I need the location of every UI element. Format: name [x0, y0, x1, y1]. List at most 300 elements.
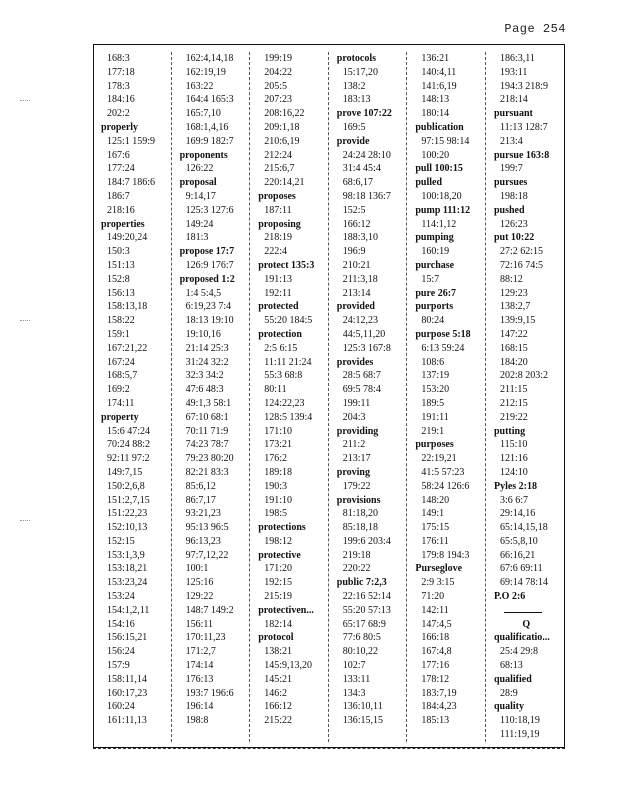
page-line-reference: 115:10: [499, 439, 528, 451]
page-line-reference: 28:5 68:7: [342, 370, 381, 382]
page-line-reference: 184:16: [107, 94, 135, 106]
index-column-3: [250, 52, 329, 742]
index-term: public 7:2,3: [336, 577, 387, 589]
index-term: prove 107:22: [336, 108, 392, 120]
page-line-reference: 125:1 159:9: [107, 135, 156, 147]
index-term: pursuant: [493, 108, 533, 120]
index-term: pulled: [415, 177, 443, 189]
index-term: protected: [258, 301, 299, 313]
page-line-reference: 156:11: [185, 618, 214, 630]
page-line-reference: 213:4: [499, 135, 523, 147]
page-line-reference: 179:22: [342, 480, 371, 492]
page-line-reference: 148:20: [421, 494, 450, 506]
index-column-6: [486, 52, 565, 742]
page-line-reference: 194:3 218:9: [499, 80, 549, 92]
page-line-reference: 126:22: [185, 163, 214, 175]
index-term: providing: [336, 425, 379, 437]
page-line-reference: 184:7 186:6: [107, 177, 156, 189]
index-term: qualificatio...: [493, 632, 550, 644]
index-term: quality: [493, 701, 524, 713]
page-line-reference: 27:2 62:15: [499, 246, 544, 258]
page-line-reference: 80:10,22: [342, 646, 379, 658]
page-line-reference: 219:1: [421, 425, 445, 437]
page-line-reference: 47:6 48:3: [185, 384, 224, 396]
page-line-reference: 11:13 128:7: [499, 121, 548, 133]
page-line-reference: 184:20: [499, 356, 528, 368]
page-line-reference: 19:10,16: [185, 328, 221, 340]
page-line-reference: 66:16,21: [499, 549, 536, 561]
page-line-reference: 211:3,18: [342, 273, 378, 285]
page-line-reference: 126:9 176:7: [185, 259, 234, 271]
page-line-reference: 198:8: [185, 715, 209, 727]
page-line-reference: 218:19: [264, 232, 292, 244]
page-line-reference: 196:14: [185, 701, 214, 713]
page-line-reference: 125:16: [185, 577, 214, 589]
page-line-reference: 25:4 29:8: [499, 646, 539, 658]
page-line-reference: 125:3 167:8: [342, 342, 391, 354]
page-line-reference: 199:19: [264, 53, 292, 64]
page-line-reference: 11:11 21:24: [264, 356, 312, 368]
page-line-reference: 69:14 78:14: [499, 577, 549, 589]
page-line-reference: 134:3: [342, 687, 366, 699]
page-line-reference: 92:11 97:2: [107, 453, 150, 465]
page-line-reference: 145:9,13,20: [264, 660, 312, 672]
page-line-reference: 218:16: [107, 204, 135, 216]
page-line-reference: 196:9: [342, 246, 366, 258]
page-line-reference: 85:18,18: [342, 522, 379, 534]
page-line-reference: 162:4,14,18: [185, 53, 234, 64]
page-line-reference: 9:14,17: [185, 190, 216, 202]
index-term: protections: [258, 522, 306, 534]
index-term: proposing: [258, 218, 301, 230]
index-term: properly: [101, 121, 139, 133]
page-line-reference: 95:13 96:5: [185, 522, 229, 534]
page-line-reference: 163:22: [185, 80, 214, 92]
index-column-4: [329, 52, 408, 742]
page-line-reference: 213:17: [342, 453, 371, 465]
page-line-reference: 129:22: [185, 591, 214, 603]
page-line-reference: 6:19,23 7:4: [185, 301, 232, 313]
page-line-reference: 173:21: [264, 439, 292, 451]
page-line-reference: 150:2,6,8: [107, 480, 145, 492]
page-line-reference: 80:24: [421, 315, 445, 327]
page-line-reference: 176:11: [421, 535, 449, 547]
page-line-reference: 149:24: [185, 218, 214, 230]
index-term: pull 100:15: [415, 163, 463, 175]
page-line-reference: 121:16: [499, 453, 528, 465]
page-line-reference: 187:11: [264, 204, 292, 216]
page-line-reference: 22:16 52:14: [342, 591, 391, 603]
page-line-reference: 15:7: [421, 273, 440, 285]
page-line-reference: 65:14,15,18: [499, 522, 548, 534]
page-line-reference: 149:1: [421, 508, 445, 520]
page-line-reference: 125:3 127:6: [185, 204, 234, 216]
page-line-reference: 154:16: [107, 618, 135, 630]
page-line-reference: 68:13: [499, 660, 523, 672]
page-line-reference: 169:9 182:7: [185, 135, 234, 147]
index-term: pumping: [415, 232, 454, 244]
page-line-reference: 153:20: [421, 384, 450, 396]
page-line-reference: 138:2,7: [499, 301, 531, 313]
page-line-reference: 147:22: [499, 328, 528, 340]
index-term: proposes: [258, 190, 296, 202]
page-line-reference: 182:14: [264, 618, 292, 630]
index-term: proposed 1:2: [179, 273, 235, 285]
page-line-reference: 55:20 184:5: [264, 315, 313, 327]
page-line-reference: 191:13: [264, 273, 292, 285]
index-term: pursue 163:8: [493, 149, 550, 161]
index-term: propose 17:7: [179, 246, 235, 258]
page-number-label: Page 254: [504, 22, 566, 36]
index-term: purchase: [415, 259, 455, 271]
page-line-reference: 156:15,21: [107, 632, 148, 644]
page-line-reference: 168:5,7: [107, 370, 138, 382]
page-line-reference: 18:13 19:10: [185, 315, 234, 327]
page-line-reference: 82:21 83:3: [185, 466, 229, 478]
page-line-reference: 24:24 28:10: [342, 149, 391, 161]
page-line-reference: 202:8 203:2: [499, 370, 549, 382]
page-line-reference: 140:4,11: [421, 66, 457, 78]
page-line-reference: 146:2: [264, 687, 287, 699]
page-line-reference: 21:14 25:3: [185, 342, 229, 354]
page-line-reference: 153:18,21: [107, 563, 148, 575]
page-line-reference: 153:1,3,9: [107, 549, 145, 561]
index-term: provides: [336, 356, 374, 368]
word-index-columns: [93, 52, 565, 742]
page-line-reference: 167:24: [107, 356, 135, 368]
page-line-reference: 180:14: [421, 108, 450, 120]
page-line-reference: 198:12: [264, 535, 292, 547]
page-line-reference: 81:18,20: [342, 508, 379, 520]
page-line-reference: 153:23,24: [107, 577, 148, 589]
page-line-reference: 93:21,23: [185, 508, 221, 520]
page-line-reference: 192:15: [264, 577, 292, 589]
page-line-reference: 44:5,11,20: [342, 328, 386, 340]
page-line-reference: 147:4,5: [421, 618, 452, 630]
page-line-reference: 219:18: [342, 549, 371, 561]
page-line-reference: 190:3: [264, 480, 287, 492]
page-line-reference: 68:6,17: [342, 177, 374, 189]
index-term: P.O 2:6: [493, 591, 526, 603]
page-line-reference: 202:2: [107, 108, 130, 120]
page-line-reference: 165:7,10: [185, 108, 221, 120]
page-line-reference: 168:1,4,16: [185, 121, 229, 133]
page-line-reference: 199:7: [499, 163, 523, 175]
page-line-reference: 67:6 69:11: [499, 563, 543, 575]
page-line-reference: 1:4 5:4,5: [185, 287, 222, 299]
page-line-reference: 160:24: [107, 701, 135, 713]
page-line-reference: 49:1,3 58:1: [185, 397, 232, 409]
page-line-reference: 138:2: [342, 80, 366, 92]
page-line-reference: 55:20 57:13: [342, 604, 391, 616]
page-line-reference: 222:4: [264, 246, 287, 258]
page-line-reference: 169:2: [107, 384, 130, 396]
page-line-reference: 151:13: [107, 259, 135, 271]
page-line-reference: 177:24: [107, 163, 135, 175]
page-line-reference: 193:11: [499, 66, 528, 78]
page-line-reference: 149:20,24: [107, 232, 148, 244]
page-line-reference: 174:11: [107, 397, 135, 409]
page-line-reference: 176:2: [264, 453, 287, 465]
page-line-reference: 2:5 6:15: [264, 342, 298, 354]
page-line-reference: 152:5: [342, 204, 366, 216]
index-term: provided: [336, 301, 375, 313]
page-line-reference: 67:10 68:1: [185, 411, 229, 423]
page-line-reference: 85:6,12: [185, 480, 216, 492]
index-term: proving: [336, 466, 370, 478]
page-line-reference: 156:24: [107, 646, 135, 658]
page-line-reference: 199:11: [342, 397, 371, 409]
page-line-reference: 31:24 32:2: [185, 356, 229, 368]
page-line-reference: 204:22: [264, 66, 292, 78]
page-line-reference: 215:19: [264, 591, 292, 603]
page-line-reference: 28:9: [499, 687, 518, 699]
page-line-reference: 211:2: [342, 439, 366, 451]
page-line-reference: 209:1,18: [264, 121, 300, 133]
page-line-reference: 157:9: [107, 660, 130, 672]
index-term: Purseglove: [415, 563, 463, 575]
page-line-reference: 98:18 136:7: [342, 190, 391, 202]
index-term: protective: [258, 549, 301, 561]
page-line-reference: 171:2,7: [185, 646, 216, 658]
page-line-reference: 218:14: [499, 94, 528, 106]
index-term: pump 111:12: [415, 204, 471, 216]
page-line-reference: 24:12,23: [342, 315, 379, 327]
page-line-reference: 108:6: [421, 356, 445, 368]
index-term: Pyles 2:18: [493, 480, 538, 492]
page-line-reference: 124:10: [499, 466, 528, 478]
section-letter: Q: [522, 618, 531, 630]
page-line-reference: 210:21: [342, 259, 371, 271]
page-line-reference: 179:8 194:3: [421, 549, 470, 561]
page-line-reference: 148:7 149:2: [185, 604, 234, 616]
page-line-reference: 160:17,23: [107, 687, 148, 699]
page-line-reference: 6:13 59:24: [421, 342, 465, 354]
page-line-reference: 110:18,19: [499, 715, 540, 727]
page-line-reference: 3:6 6:7: [499, 494, 529, 506]
index-term: qualified: [493, 673, 532, 685]
page-line-reference: 211:15: [499, 384, 528, 396]
page-line-reference: 150:3: [107, 246, 130, 258]
page-line-reference: 77:6 80:5: [342, 632, 381, 644]
index-term: provide: [336, 135, 370, 147]
page-line-reference: 162:19,19: [185, 66, 226, 78]
index-term: protect 135:3: [258, 259, 315, 271]
page-line-reference: 171:20: [264, 563, 292, 575]
page-line-reference: 74:23 78:7: [185, 439, 229, 451]
page-line-reference: 168:15: [499, 342, 528, 354]
page-line-reference: 184:4,23: [421, 701, 457, 713]
page-line-reference: 22:19,21: [421, 453, 457, 465]
page-line-reference: 70:24 88:2: [107, 439, 151, 451]
page-line-reference: 111:19,19: [499, 729, 540, 741]
page-line-reference: 171:10: [264, 425, 292, 437]
page-line-reference: 177:18: [107, 66, 135, 78]
page-line-reference: 129:23: [499, 287, 528, 299]
page-line-reference: 31:4 45:4: [342, 163, 381, 175]
index-column-2: [172, 52, 251, 742]
page-line-reference: 97:7,12,22: [185, 549, 229, 561]
page-line-reference: 29:14,16: [499, 508, 536, 520]
page-line-reference: 192:11: [264, 287, 292, 299]
page-line-reference: 15:6 47:24: [107, 425, 151, 437]
page-line-reference: 185:13: [421, 715, 450, 727]
page-line-reference: 158:13,18: [107, 301, 148, 313]
index-term: pursues: [493, 177, 528, 189]
page-line-reference: 191:11: [421, 411, 449, 423]
page-line-reference: 100:1: [185, 563, 209, 575]
page-line-reference: 212:24: [264, 149, 292, 161]
page-line-reference: 198:18: [499, 190, 528, 202]
page-line-reference: 174:14: [185, 660, 214, 672]
page-line-reference: 183:13: [342, 94, 371, 106]
page-line-reference: 175:15: [421, 522, 450, 534]
page-line-reference: 158:11,14: [107, 673, 147, 685]
page-line-reference: 65:5,8,10: [499, 535, 538, 547]
index-term: proponents: [179, 149, 228, 161]
page-line-reference: 2:9 3:15: [421, 577, 455, 589]
page-line-reference: 170:11,23: [185, 632, 226, 644]
page-line-reference: 154:1,2,11: [107, 604, 150, 616]
page-line-reference: 97:15 98:14: [421, 135, 470, 147]
index-term: pushed: [493, 204, 525, 216]
page-line-reference: 186:3,11: [499, 53, 535, 64]
page-line-reference: 142:11: [421, 604, 449, 616]
page-line-reference: 199:6 203:4: [342, 535, 391, 547]
page-line-reference: 133:11: [342, 673, 371, 685]
page-line-reference: 215:22: [264, 715, 292, 727]
page-line-reference: 139:9,15: [499, 315, 536, 327]
page-line-reference: 15:17,20: [342, 66, 379, 78]
page-line-reference: 69:5 78:4: [342, 384, 381, 396]
section-divider: [494, 604, 565, 618]
index-column-5: [407, 52, 486, 742]
page-line-reference: 176:13: [185, 673, 214, 685]
page-line-reference: 186:7: [107, 190, 130, 202]
page-line-reference: 32:3 34:2: [185, 370, 224, 382]
page-line-reference: 114:1,12: [421, 218, 457, 230]
page-line-reference: 65:17 68:9: [342, 618, 386, 630]
page-line-reference: 145:21: [264, 673, 292, 685]
page-line-reference: 128:5 139:4: [264, 411, 313, 423]
page-line-reference: 153:24: [107, 591, 135, 603]
page-line-reference: 136:15,15: [342, 715, 384, 727]
page-line-reference: 166:12: [342, 218, 371, 230]
page-line-reference: 88:12: [499, 273, 523, 285]
page-line-reference: 164:4 165:3: [185, 94, 234, 106]
page-line-reference: 166:18: [421, 632, 450, 644]
page-line-reference: 72:16 74:5: [499, 259, 544, 271]
page-line-reference: 96:13,23: [185, 535, 221, 547]
index-term: properties: [101, 218, 145, 230]
frame-bottom-rule: [93, 748, 565, 749]
page-line-reference: 204:3: [342, 411, 366, 423]
page-line-reference: 191:10: [264, 494, 292, 506]
page-line-reference: 70:11 71:9: [185, 425, 229, 437]
page-line-reference: 100:18,20: [421, 190, 462, 202]
page-line-reference: 126:23: [499, 218, 528, 230]
page-line-reference: 208:16,22: [264, 108, 305, 120]
page-line-reference: 55:3 68:8: [264, 370, 303, 382]
page-line-reference: 198:5: [264, 508, 287, 520]
page-line-reference: 178:12: [421, 673, 450, 685]
page-line-reference: 213:14: [342, 287, 371, 299]
page-line-reference: 141:6,19: [421, 80, 457, 92]
index-term: purports: [415, 301, 454, 313]
page-line-reference: 71:20: [421, 591, 445, 603]
page-line-reference: 138:21: [264, 646, 292, 658]
page-line-reference: 220:22: [342, 563, 371, 575]
page-line-reference: 41:5 57:23: [421, 466, 465, 478]
page-line-reference: 166:12: [264, 701, 292, 713]
page-line-reference: 152:10,13: [107, 522, 148, 534]
index-term: property: [101, 411, 139, 423]
page-line-reference: 152:8: [107, 273, 130, 285]
index-term: protocols: [336, 53, 377, 64]
index-term: protection: [258, 328, 302, 340]
page-line-reference: 215:6,7: [264, 163, 295, 175]
index-column-1: [93, 52, 172, 742]
page-line-reference: 178:3: [107, 80, 130, 92]
page-line-reference: 80:11: [264, 384, 287, 396]
page-line-reference: 212:15: [499, 397, 528, 409]
page-line-reference: 152:15: [107, 535, 135, 547]
page-line-reference: 156:13: [107, 287, 135, 299]
page-line-reference: 137:19: [421, 370, 450, 382]
page-line-reference: 167:4,8: [421, 646, 452, 658]
index-term: put 10:22: [493, 232, 535, 244]
page-line-reference: 159:1: [107, 328, 130, 340]
page-line-reference: 161:11,13: [107, 715, 147, 727]
page-line-reference: 210:6,19: [264, 135, 300, 147]
page-line-reference: 102:7: [342, 660, 366, 672]
page-line-reference: 86:7,17: [185, 494, 216, 506]
page-line-reference: 158:22: [107, 315, 135, 327]
index-term: publication: [415, 121, 464, 133]
index-term: protocol: [258, 632, 294, 644]
index-term: purposes: [415, 439, 454, 451]
index-term: purpose 5:18: [415, 328, 471, 340]
page-line-reference: 151:22,23: [107, 508, 148, 520]
index-term: putting: [493, 425, 526, 437]
page-line-reference: 168:3: [107, 53, 130, 64]
page-line-reference: 207:23: [264, 94, 292, 106]
page-line-reference: 220:14,21: [264, 177, 305, 189]
page-line-reference: 188:3,10: [342, 232, 379, 244]
page-line-reference: 177:16: [421, 660, 450, 672]
page-line-reference: 169:5: [342, 121, 366, 133]
page-line-reference: 205:5: [264, 80, 287, 92]
page-line-reference: 160:19: [421, 246, 450, 258]
page-line-reference: 181:3: [185, 232, 209, 244]
page-line-reference: 183:7,19: [421, 687, 457, 699]
index-term: proposal: [179, 177, 217, 189]
page-line-reference: 148:13: [421, 94, 450, 106]
page-line-reference: 167:6: [107, 149, 130, 161]
page-line-reference: 136:21: [421, 53, 450, 64]
page-line-reference: 149:7,15: [107, 466, 143, 478]
page-line-reference: 167:21,22: [107, 342, 148, 354]
page-line-reference: 189:5: [421, 397, 445, 409]
index-term: pure 26:7: [415, 287, 457, 299]
page-line-reference: 100:20: [421, 149, 450, 161]
page-line-reference: 79:23 80:20: [185, 453, 234, 465]
index-term: provisions: [336, 494, 381, 506]
page-line-reference: 58:24 126:6: [421, 480, 470, 492]
page-line-reference: 219:22: [499, 411, 528, 423]
page-line-reference: 151:2,7,15: [107, 494, 150, 506]
page-line-reference: 189:18: [264, 466, 292, 478]
